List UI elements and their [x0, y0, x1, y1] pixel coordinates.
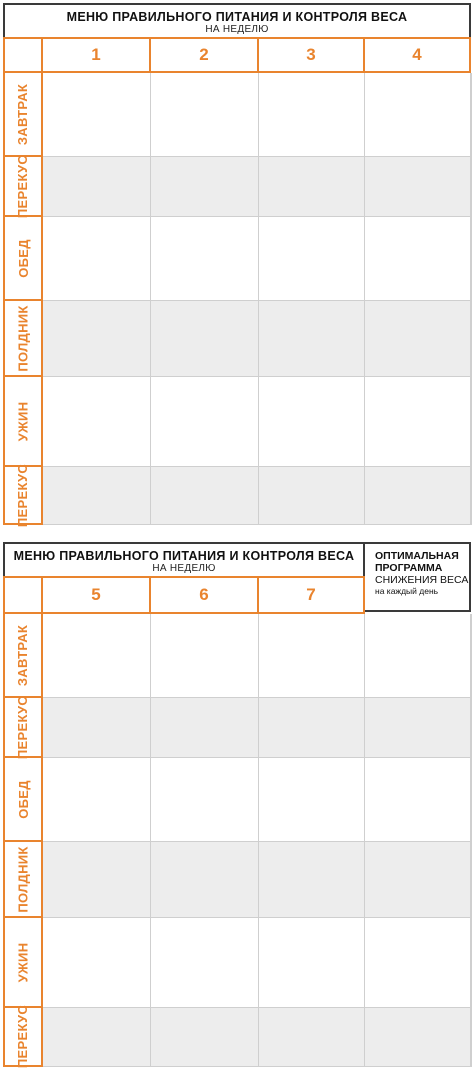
menu-cell[interactable] — [259, 157, 365, 217]
menu-cell[interactable] — [259, 73, 365, 157]
menu-cell[interactable] — [151, 73, 259, 157]
day-header-5: 5 — [41, 576, 151, 614]
meal-label-afternoon-snack: ПОЛДНИК — [3, 299, 43, 377]
menu-cell[interactable] — [259, 467, 365, 525]
day-header-7: 7 — [257, 576, 365, 614]
menu-cell[interactable] — [151, 377, 259, 467]
sheet-2-title-box — [3, 542, 365, 576]
day-header-3: 3 — [257, 37, 365, 73]
sheet-1-grid — [3, 37, 471, 525]
meal-row — [43, 1008, 471, 1067]
meal-row — [43, 918, 471, 1008]
menu-cell[interactable] — [43, 918, 151, 1008]
menu-cell[interactable] — [43, 1008, 151, 1067]
menu-cell[interactable] — [365, 1008, 471, 1067]
program-note-line-1: ОПТИМАЛЬНАЯ — [375, 550, 459, 562]
menu-cell[interactable] — [365, 301, 471, 377]
menu-cell[interactable] — [43, 698, 151, 758]
menu-cell[interactable] — [151, 918, 259, 1008]
sheet-1-subtitle: НА НЕДЕЛЮ — [205, 24, 269, 35]
menu-cell[interactable] — [43, 842, 151, 918]
meal-label-afternoon-snack: ПОЛДНИК — [3, 840, 43, 918]
menu-cell[interactable] — [259, 377, 365, 467]
menu-cell[interactable] — [151, 842, 259, 918]
menu-cell[interactable] — [365, 614, 471, 698]
meal-label-snack: ПЕРЕКУС — [3, 465, 43, 525]
meal-label-dinner: УЖИН — [3, 375, 43, 467]
meal-row — [43, 157, 471, 217]
sheet-1-title: МЕНЮ ПРАВИЛЬНОГО ПИТАНИЯ И КОНТРОЛЯ ВЕСА — [66, 10, 408, 24]
menu-cell[interactable] — [365, 157, 471, 217]
menu-cell[interactable] — [151, 217, 259, 301]
meal-row — [43, 467, 471, 525]
menu-cell[interactable] — [43, 467, 151, 525]
menu-cell[interactable] — [259, 698, 365, 758]
meal-row — [43, 217, 471, 301]
menu-cell[interactable] — [43, 758, 151, 842]
meal-label-lunch: ОБЕД — [3, 215, 43, 301]
menu-cell[interactable] — [365, 758, 471, 842]
menu-cell[interactable] — [151, 1008, 259, 1067]
menu-cell[interactable] — [365, 377, 471, 467]
meal-label-snack: ПЕРЕКУС — [3, 1006, 43, 1067]
menu-cell[interactable] — [259, 301, 365, 377]
menu-cell[interactable] — [365, 467, 471, 525]
menu-cell[interactable] — [151, 698, 259, 758]
meal-label-snack: ПЕРЕКУС — [3, 155, 43, 217]
menu-cell[interactable] — [43, 377, 151, 467]
sheet-1-title-box — [3, 3, 471, 37]
menu-cell[interactable] — [43, 301, 151, 377]
meal-label-snack: ПЕРЕКУС — [3, 696, 43, 758]
program-note-line-4: на каждый день — [375, 586, 439, 596]
meal-row — [43, 73, 471, 157]
menu-cell[interactable] — [151, 758, 259, 842]
corner-cell — [3, 37, 43, 73]
meal-label-breakfast: ЗАВТРАК — [3, 612, 43, 698]
program-note-line-2: ПРОГРАММА — [375, 562, 443, 574]
menu-cell[interactable] — [151, 614, 259, 698]
menu-cell[interactable] — [259, 842, 365, 918]
weekly-menu-sheet-2 — [3, 542, 471, 1067]
meal-label-dinner: УЖИН — [3, 916, 43, 1008]
menu-cell[interactable] — [43, 157, 151, 217]
meal-row — [43, 614, 471, 698]
weekly-menu-sheet-1 — [3, 3, 471, 525]
menu-cell[interactable] — [365, 73, 471, 157]
meal-row — [43, 842, 471, 918]
meal-row — [43, 377, 471, 467]
day-header-1: 1 — [41, 37, 151, 73]
menu-cell[interactable] — [43, 73, 151, 157]
menu-cell[interactable] — [259, 217, 365, 301]
menu-cell[interactable] — [259, 918, 365, 1008]
menu-cell[interactable] — [365, 918, 471, 1008]
menu-cell[interactable] — [365, 698, 471, 758]
sheet-2-body — [43, 614, 472, 1067]
day-header-2: 2 — [149, 37, 259, 73]
sheet-2-grid — [3, 576, 471, 1067]
menu-cell[interactable] — [151, 157, 259, 217]
menu-cell[interactable] — [43, 217, 151, 301]
program-note-line-3: СНИЖЕНИЯ ВЕСА — [375, 574, 469, 586]
menu-cell[interactable] — [259, 614, 365, 698]
menu-cell[interactable] — [365, 842, 471, 918]
sheet-2-title: МЕНЮ ПРАВИЛЬНОГО ПИТАНИЯ И КОНТРОЛЯ ВЕСА — [13, 549, 355, 563]
menu-cell[interactable] — [151, 301, 259, 377]
menu-cell[interactable] — [43, 614, 151, 698]
day-header-6: 6 — [149, 576, 259, 614]
meal-label-lunch: ОБЕД — [3, 756, 43, 842]
meal-row — [43, 758, 471, 842]
sheet-2-subtitle: НА НЕДЕЛЮ — [152, 563, 216, 574]
sheet-1-body — [43, 73, 472, 525]
menu-cell[interactable] — [259, 1008, 365, 1067]
menu-cell[interactable] — [365, 217, 471, 301]
meal-row — [43, 698, 471, 758]
meal-row — [43, 301, 471, 377]
meal-label-breakfast: ЗАВТРАК — [3, 71, 43, 157]
corner-cell — [3, 576, 43, 614]
menu-cell[interactable] — [151, 467, 259, 525]
day-header-4: 4 — [363, 37, 471, 73]
menu-cell[interactable] — [259, 758, 365, 842]
